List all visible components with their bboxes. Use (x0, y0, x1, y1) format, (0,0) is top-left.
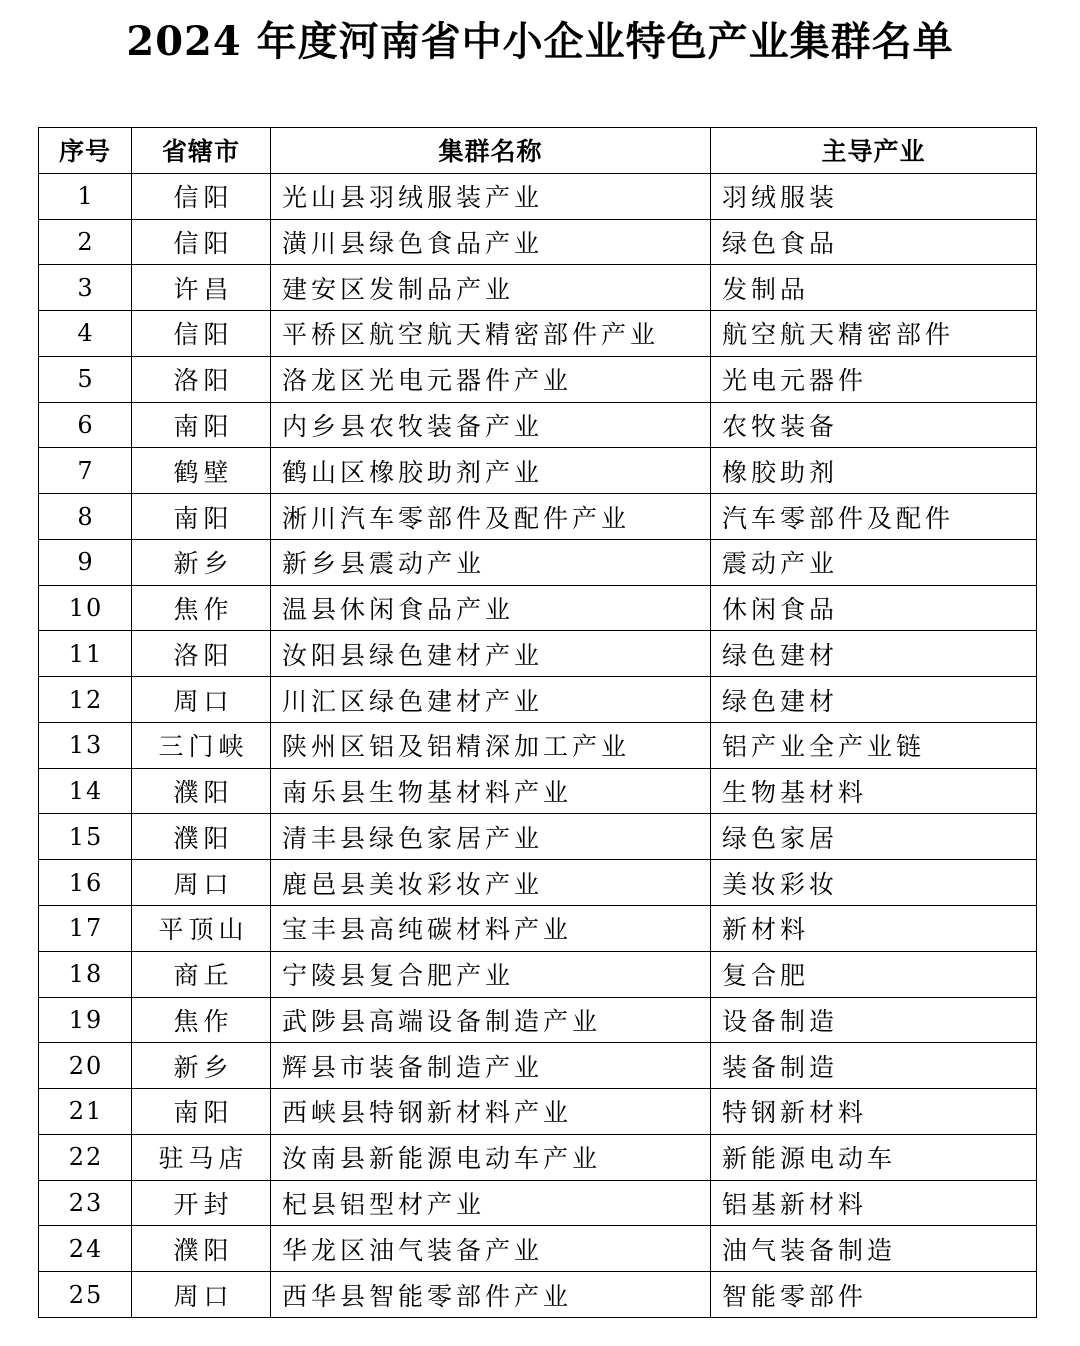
cell-city: 南阳 (132, 1089, 271, 1135)
table-row (39, 1134, 1037, 1180)
cell-no: 25 (39, 1272, 132, 1318)
cell-city: 濮阳 (132, 768, 271, 814)
table-row (39, 1272, 1037, 1318)
cell-city: 信阳 (132, 219, 271, 265)
table-row (39, 356, 1037, 402)
cell-no: 19 (39, 997, 132, 1043)
table-body (39, 173, 1037, 1317)
table-row (39, 677, 1037, 723)
cell-leading-industry: 铝产业全产业链 (711, 722, 1037, 768)
table-row (39, 1089, 1037, 1135)
table-row (39, 722, 1037, 768)
cell-city: 商丘 (132, 951, 271, 997)
table-row (39, 219, 1037, 265)
cell-leading-industry: 复合肥 (711, 951, 1037, 997)
cell-cluster-name: 华龙区油气装备产业 (271, 1226, 711, 1272)
cell-city: 焦作 (132, 585, 271, 631)
cell-cluster-name: 杞县铝型材产业 (271, 1180, 711, 1226)
cell-city: 鹤壁 (132, 448, 271, 494)
cell-cluster-name: 辉县市装备制造产业 (271, 1043, 711, 1089)
cell-leading-industry: 铝基新材料 (711, 1180, 1037, 1226)
header-leading-industry: 主导产业 (711, 128, 1037, 174)
cell-no: 23 (39, 1180, 132, 1226)
cell-city: 洛阳 (132, 356, 271, 402)
table-row (39, 585, 1037, 631)
table-row (39, 631, 1037, 677)
cell-city: 濮阳 (132, 1226, 271, 1272)
cell-cluster-name: 潢川县绿色食品产业 (271, 219, 711, 265)
cell-leading-industry: 绿色家居 (711, 814, 1037, 860)
cell-city: 许昌 (132, 265, 271, 311)
cluster-list-table (38, 127, 1037, 1318)
cell-cluster-name: 川汇区绿色建材产业 (271, 677, 711, 723)
cell-city: 三门峡 (132, 722, 271, 768)
cell-no: 3 (39, 265, 132, 311)
cell-cluster-name: 建安区发制品产业 (271, 265, 711, 311)
cell-city: 周口 (132, 860, 271, 906)
cell-leading-industry: 绿色建材 (711, 631, 1037, 677)
cell-leading-industry: 光电元器件 (711, 356, 1037, 402)
cell-no: 2 (39, 219, 132, 265)
table-row (39, 402, 1037, 448)
table-row (39, 539, 1037, 585)
cell-no: 4 (39, 311, 132, 357)
cell-leading-industry: 震动产业 (711, 539, 1037, 585)
cell-no: 12 (39, 677, 132, 723)
header-cluster-name: 集群名称 (271, 128, 711, 174)
document-title: 2024 年度河南省中小企业特色产业集群名单 (126, 18, 954, 65)
cell-no: 21 (39, 1089, 132, 1135)
cell-no: 20 (39, 1043, 132, 1089)
cell-city: 信阳 (132, 173, 271, 219)
cell-cluster-name: 洛龙区光电元器件产业 (271, 356, 711, 402)
table-row (39, 906, 1037, 952)
table-row (39, 265, 1037, 311)
cell-leading-industry: 设备制造 (711, 997, 1037, 1043)
cell-city: 焦作 (132, 997, 271, 1043)
cell-leading-industry: 油气装备制造 (711, 1226, 1037, 1272)
table-row (39, 951, 1037, 997)
cell-leading-industry: 农牧装备 (711, 402, 1037, 448)
table-row (39, 173, 1037, 219)
cell-no: 6 (39, 402, 132, 448)
cell-cluster-name: 平桥区航空航天精密部件产业 (271, 311, 711, 357)
table-row (39, 1180, 1037, 1226)
header-no: 序号 (39, 128, 132, 174)
cell-city: 新乡 (132, 539, 271, 585)
cell-no: 22 (39, 1134, 132, 1180)
cell-leading-industry: 汽车零部件及配件 (711, 494, 1037, 540)
table-row (39, 1043, 1037, 1089)
table-row (39, 860, 1037, 906)
cell-leading-industry: 新材料 (711, 906, 1037, 952)
cell-leading-industry: 特钢新材料 (711, 1089, 1037, 1135)
cell-cluster-name: 西华县智能零部件产业 (271, 1272, 711, 1318)
cell-cluster-name: 宝丰县高纯碳材料产业 (271, 906, 711, 952)
cell-cluster-name: 南乐县生物基材料产业 (271, 768, 711, 814)
cell-no: 10 (39, 585, 132, 631)
cell-city: 南阳 (132, 402, 271, 448)
cell-cluster-name: 鹿邑县美妆彩妆产业 (271, 860, 711, 906)
cell-cluster-name: 陕州区铝及铝精深加工产业 (271, 722, 711, 768)
cell-leading-industry: 航空航天精密部件 (711, 311, 1037, 357)
cell-no: 24 (39, 1226, 132, 1272)
cell-no: 13 (39, 722, 132, 768)
cell-no: 9 (39, 539, 132, 585)
cell-cluster-name: 新乡县震动产业 (271, 539, 711, 585)
cell-city: 开封 (132, 1180, 271, 1226)
cell-leading-industry: 生物基材料 (711, 768, 1037, 814)
cell-city: 周口 (132, 677, 271, 723)
cell-no: 14 (39, 768, 132, 814)
cell-leading-industry: 装备制造 (711, 1043, 1037, 1089)
cell-city: 驻马店 (132, 1134, 271, 1180)
cell-no: 7 (39, 448, 132, 494)
cell-leading-industry: 美妆彩妆 (711, 860, 1037, 906)
header-row (39, 128, 1037, 174)
table-row (39, 1226, 1037, 1272)
cell-cluster-name: 宁陵县复合肥产业 (271, 951, 711, 997)
cell-leading-industry: 绿色建材 (711, 677, 1037, 723)
cell-city: 信阳 (132, 311, 271, 357)
cell-cluster-name: 武陟县高端设备制造产业 (271, 997, 711, 1043)
cell-no: 8 (39, 494, 132, 540)
cell-city: 南阳 (132, 494, 271, 540)
cell-leading-industry: 绿色食品 (711, 219, 1037, 265)
cell-leading-industry: 休闲食品 (711, 585, 1037, 631)
cell-city: 新乡 (132, 1043, 271, 1089)
cell-leading-industry: 羽绒服装 (711, 173, 1037, 219)
cell-city: 洛阳 (132, 631, 271, 677)
header-city: 省辖市 (132, 128, 271, 174)
cell-leading-industry: 新能源电动车 (711, 1134, 1037, 1180)
cell-cluster-name: 汝南县新能源电动车产业 (271, 1134, 711, 1180)
cell-cluster-name: 西峡县特钢新材料产业 (271, 1089, 711, 1135)
cell-cluster-name: 淅川汽车零部件及配件产业 (271, 494, 711, 540)
cell-cluster-name: 内乡县农牧装备产业 (271, 402, 711, 448)
table-row (39, 997, 1037, 1043)
table-header (39, 128, 1037, 174)
cell-city: 周口 (132, 1272, 271, 1318)
cell-leading-industry: 橡胶助剂 (711, 448, 1037, 494)
cell-no: 5 (39, 356, 132, 402)
cell-city: 濮阳 (132, 814, 271, 860)
cell-cluster-name: 光山县羽绒服装产业 (271, 173, 711, 219)
table-row (39, 814, 1037, 860)
cell-leading-industry: 智能零部件 (711, 1272, 1037, 1318)
cell-no: 1 (39, 173, 132, 219)
cell-city: 平顶山 (132, 906, 271, 952)
cell-leading-industry: 发制品 (711, 265, 1037, 311)
cell-no: 17 (39, 906, 132, 952)
cell-no: 11 (39, 631, 132, 677)
table-row (39, 311, 1037, 357)
cell-no: 16 (39, 860, 132, 906)
cell-cluster-name: 清丰县绿色家居产业 (271, 814, 711, 860)
table-row (39, 494, 1037, 540)
cell-cluster-name: 汝阳县绿色建材产业 (271, 631, 711, 677)
table-row (39, 768, 1037, 814)
cell-cluster-name: 鹤山区橡胶助剂产业 (271, 448, 711, 494)
cell-no: 15 (39, 814, 132, 860)
table-row (39, 448, 1037, 494)
cell-cluster-name: 温县休闲食品产业 (271, 585, 711, 631)
cell-no: 18 (39, 951, 132, 997)
